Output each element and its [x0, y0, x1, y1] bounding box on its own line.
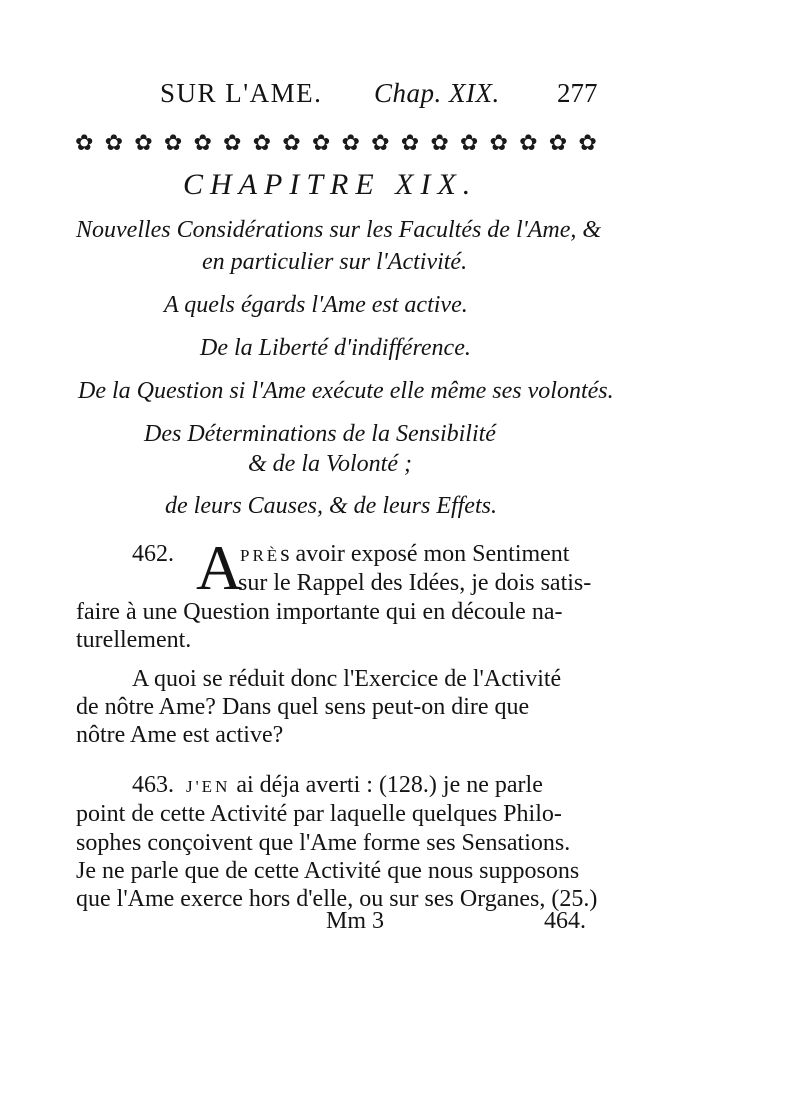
paragraph-463-line-5: que l'Ame exerce hors d'elle, ou sur ses Organes, (25.) — [76, 886, 598, 912]
signature-mark: Mm 3 — [326, 908, 385, 934]
paragraph-463-line-3: sophes conçoivent que l'Ame forme ses Sensations. — [76, 830, 571, 856]
chapter-heading: CHAPITRE XIX. — [183, 168, 478, 201]
ornament-flower-icon: ✿ — [519, 130, 538, 155]
ornament-flower-icon: ✿ — [193, 130, 212, 155]
ornament-flower-icon: ✿ — [311, 130, 331, 155]
paragraph-462-line-4: turellement. — [76, 627, 192, 653]
ornament-band — [75, 128, 597, 158]
paragraph-462-lead-smallcaps: PRÈ — [240, 546, 281, 565]
ornament-flower-icon: ✿ — [489, 130, 508, 155]
ornament-flower-icon: ✿ — [459, 130, 479, 155]
paragraph-462-line-1 — [240, 541, 569, 568]
running-head-title: SUR L'AME. — [160, 78, 323, 108]
ornament-flower-icon: ✿ — [282, 130, 301, 155]
subheading-line-4: De la Liberté d'indifférence. — [200, 335, 471, 361]
paragraph-462-line-3: faire à une Question importante qui en découle na- — [76, 599, 563, 625]
ornament-flower-icon: ✿ — [163, 130, 183, 155]
ornament-flower-icon: ✿ — [578, 130, 597, 155]
paragraph-463-line-2: point de cette Activité par laquelle quelques Philo- — [76, 801, 562, 827]
ornament-flower-icon: ✿ — [134, 130, 153, 155]
subheading-line-2: en particulier sur l'Activité. — [202, 249, 468, 275]
subheading-line-3: A quels égards l'Ame est active. — [164, 292, 468, 318]
subheading-line-5: De la Question si l'Ame exécute elle même ses volontés. — [78, 378, 614, 404]
subheading-line-7: & de la Volonté ; — [248, 451, 412, 477]
paragraph-463-line-1-text: ai déja averti : (128.) je ne parle — [236, 772, 543, 798]
ornament-flower-icon: ✿ — [371, 130, 390, 155]
ornament-flower-icon: ✿ — [223, 130, 242, 155]
question-line-3: nôtre Ame est active? — [76, 722, 284, 748]
ornament-flower-icon: ✿ — [400, 130, 420, 155]
page-number: 277 — [557, 78, 598, 108]
subheading-line-6: Des Déterminations de la Sensibilité — [144, 421, 496, 447]
ornament-flower-icon: ✿ — [548, 130, 568, 155]
paragraph-463-line-1 — [132, 772, 543, 799]
paragraph-number-462: 462. — [132, 541, 174, 567]
paragraph-463-lead-smallcaps: J'EN — [186, 777, 231, 796]
catchword: 464. — [544, 908, 586, 934]
paragraph-462-line-2: sur le Rappel des Idées, je dois satis- — [238, 570, 592, 596]
paragraph-number-463: 463. — [132, 772, 174, 798]
ornament-flower-icon: ✿ — [430, 130, 449, 155]
ornament-flower-icon: ✿ — [341, 130, 360, 155]
question-line-2: de nôtre Ame? Dans quel sens peut-on dire que — [76, 694, 530, 720]
question-line-1: A quoi se réduit donc l'Exercice de l'Activité — [132, 666, 562, 692]
subheading-line-1: Nouvelles Considérations sur les Facultés de l'Ame, & — [76, 217, 602, 243]
subheading-line-8: de leurs Causes, & de leurs Effets. — [165, 493, 497, 519]
ornament-flower-icon: ✿ — [252, 130, 272, 155]
ornament-flower-icon: ✿ — [104, 130, 124, 155]
drop-cap-letter: A — [196, 532, 243, 603]
paragraph-463-line-4: Je ne parle que de cette Activité que nous supposons — [76, 858, 580, 884]
paragraph-462-line-1-text: s avoir exposé mon Sentiment — [280, 541, 570, 567]
ornament-flower-icon: ✿ — [75, 130, 94, 155]
running-head-chapter: Chap. XIX. — [374, 78, 500, 108]
